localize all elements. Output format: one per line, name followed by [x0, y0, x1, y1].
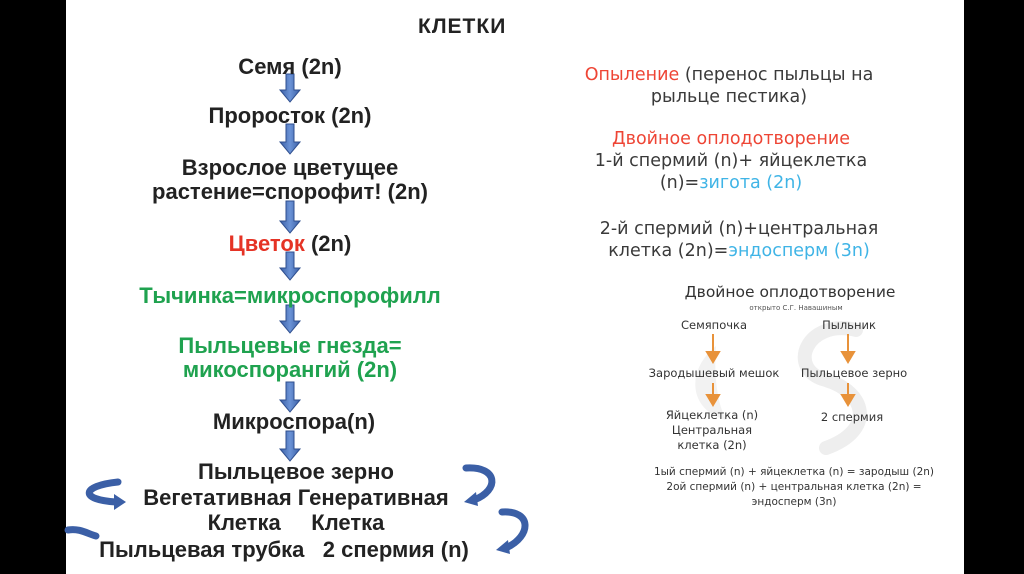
pollen-grain-label: Пыльцевое зерно: [198, 459, 394, 484]
cut-off-title: КЛЕТКИ: [418, 15, 507, 38]
stamen-label: Тычинка=микроспорофилл: [139, 283, 441, 308]
zygote-text: зигота (2n): [699, 173, 803, 193]
anther-label: Пыльник: [822, 318, 876, 332]
central-cell-label-2: клетка (2n): [677, 438, 747, 452]
cells-line1: Вегетативная Генеративная: [143, 485, 449, 510]
pollen-grain-hand-label: Пыльцевое зерно: [800, 366, 908, 380]
flower-ploidy: (2n): [304, 231, 352, 256]
equation-1: 1ый спермий (n) + яйцеклетка (n) = зародыш (2n): [653, 466, 935, 478]
microspore-label: Микроспора(n): [212, 409, 376, 434]
watermark-swirl: [805, 328, 860, 448]
slide: [66, 0, 964, 574]
embryo-sac-label: Зародышевый мешок: [648, 366, 780, 380]
central-cell-label-1: Центральная: [671, 423, 753, 437]
two-sperm-label: 2 спермия: [820, 410, 884, 424]
egg-cell-label: Яйцеклетка (n): [665, 408, 759, 422]
adult-plant-line1: Взрослое цветущее: [181, 155, 399, 180]
equation-3: эндосперм (3n): [751, 496, 837, 508]
pollination-word: Опыление: [584, 65, 680, 85]
sperm2-prefix: клетка (2n)=: [608, 241, 729, 261]
sprout-label: Проросток (2n): [208, 103, 372, 128]
sperm2-line1: 2-й спермий (n)+центральная: [599, 219, 879, 239]
flower-word: Цветок: [228, 231, 305, 256]
cells-line2: Клетка Клетка: [207, 510, 385, 535]
pollen-sacs-line1: Пыльцевые гнезда=: [178, 333, 402, 358]
pollen-tube-line: Пыльцевая трубка 2 спермия (n): [99, 537, 469, 562]
sperm1-prefix: (n)=: [659, 173, 700, 193]
pollen-sacs-line2: микоспорангий (2n): [182, 357, 398, 382]
left-black-border: [0, 0, 66, 574]
pollination-rest: (перенос пыльцы на: [679, 65, 874, 85]
adult-plant-line2: растение=спорофит! (2n): [152, 179, 428, 204]
equation-2: 2ой спермий (n) + центральная клетка (2n) =: [666, 481, 922, 493]
seed-label: Семя (2n): [238, 54, 342, 79]
hand-diagram-subtitle: открыто С.Г. Навашиным: [749, 304, 843, 312]
hand-diagram-title: Двойное оплодотворение: [684, 283, 896, 301]
double-fertilization-title: Двойное оплодотворение: [611, 129, 851, 149]
endosperm-text: эндосперм (3n): [728, 241, 870, 261]
ovule-label: Семяпочка: [680, 318, 748, 332]
sperm1-line1: 1-й спермий (n)+ яйцеклетка: [594, 151, 868, 171]
right-black-border: [964, 0, 1024, 574]
pollination-line2: рыльце пестика): [650, 87, 808, 107]
